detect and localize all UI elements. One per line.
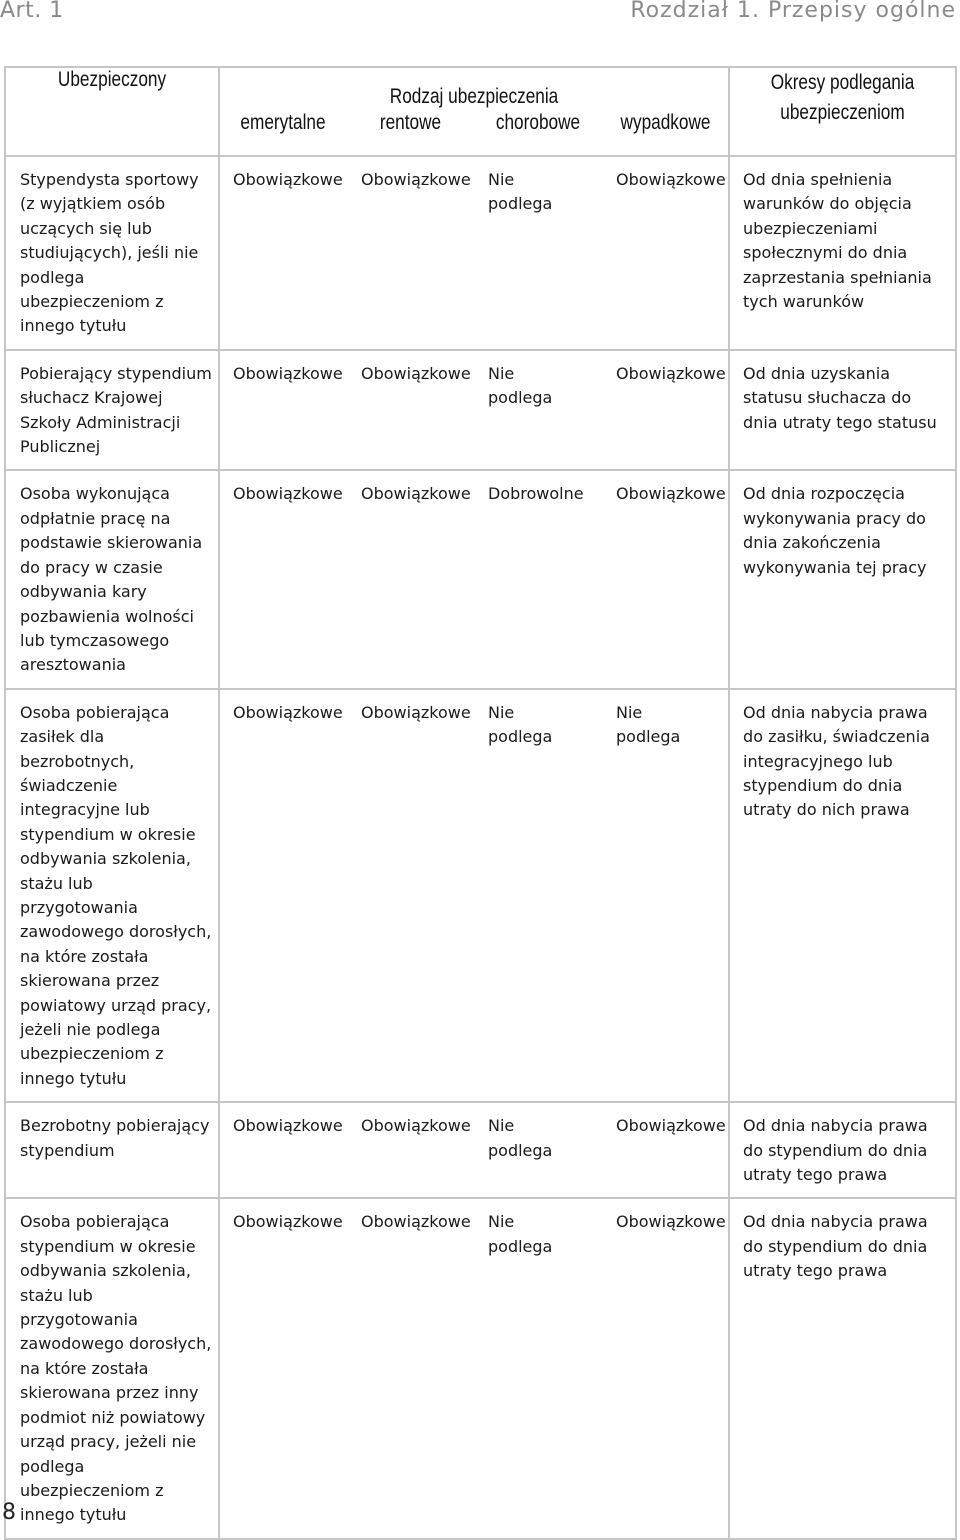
cell-wypadkowe: Obowiązkowe: [602, 1102, 729, 1198]
header-insurance-type: Rodzaj ubezpieczenia: [219, 67, 729, 111]
cell-emerytalne: Obowiązkowe: [219, 470, 347, 688]
cell-chorobowe: Nie podlega: [474, 156, 602, 350]
cell-wypadkowe: Nie podlega: [602, 689, 729, 1103]
cell-rentowe: Obowiązkowe: [347, 1102, 474, 1198]
cell-chorobowe: Dobrowolne: [474, 470, 602, 688]
cell-insured: Osoba pobierająca zasiłek dla bezrobotnych, świadczenie integracyjne lub stypendium w okresie odbywania szkolenia, stażu lub przygotowania zawodowego dorosłych, na które została skierowana przez powiatowy urząd pracy, jeżeli nie podlega ubezpieczeniom z innego tytułu: [5, 689, 219, 1103]
cell-rentowe: Obowiązkowe: [347, 470, 474, 688]
header-insured: Ubezpieczony: [5, 67, 219, 156]
cell-period: Od dnia nabycia prawa do zasiłku, świadczenia integracyjnego lub stypendium do dnia utraty do nich prawa: [729, 689, 956, 1103]
table-row: [5, 689, 956, 1103]
header-col-rentowe: rentowe: [347, 111, 474, 156]
cell-insured: Stypendysta sportowy (z wyjątkiem osób uczących się lub studiujących), jeśli nie podlega ubezpieczeniom z innego tytułu: [5, 156, 219, 350]
cell-wypadkowe: Obowiązkowe: [602, 470, 729, 688]
cell-emerytalne: Obowiązkowe: [219, 156, 347, 350]
cell-emerytalne: Obowiązkowe: [219, 689, 347, 1103]
page-header: [0, 0, 960, 30]
article-label: Art. 1: [0, 0, 64, 23]
cell-period: Od dnia rozpoczęcia wykonywania pracy do dnia zakończenia wykonywania tej pracy: [729, 470, 956, 688]
cell-insured: Pobierający stypendium słuchacz Krajowej Szkoły Administracji Publicznej: [5, 350, 219, 471]
insurance-table: [4, 66, 957, 1540]
cell-insured: Bezrobotny pobierający stypendium: [5, 1102, 219, 1198]
table-row: [5, 156, 956, 350]
cell-chorobowe: Nie podlega: [474, 1198, 602, 1538]
cell-emerytalne: Obowiązkowe: [219, 1198, 347, 1538]
cell-wypadkowe: Obowiązkowe: [602, 1198, 729, 1538]
header-col-emerytalne: emerytalne: [219, 111, 347, 156]
cell-rentowe: Obowiązkowe: [347, 156, 474, 350]
cell-rentowe: Obowiązkowe: [347, 350, 474, 471]
header-periods: Okresy podlegania ubezpieczeniom: [729, 67, 956, 156]
cell-wypadkowe: Obowiązkowe: [602, 156, 729, 350]
cell-period: Od dnia nabycia prawa do stypendium do dnia utraty tego prawa: [729, 1102, 956, 1198]
cell-chorobowe: Nie podlega: [474, 350, 602, 471]
cell-period: Od dnia nabycia prawa do stypendium do dnia utraty tego prawa: [729, 1198, 956, 1538]
header-col-wypadkowe: wypadkowe: [602, 111, 729, 156]
cell-emerytalne: Obowiązkowe: [219, 1102, 347, 1198]
cell-chorobowe: Nie podlega: [474, 1102, 602, 1198]
table-row: [5, 1198, 956, 1538]
header-col-chorobowe: chorobowe: [474, 111, 602, 156]
cell-rentowe: Obowiązkowe: [347, 1198, 474, 1538]
chapter-title: Rozdział 1. Przepisy ogólne: [630, 0, 956, 23]
table-row: [5, 470, 956, 688]
cell-wypadkowe: Obowiązkowe: [602, 350, 729, 471]
page-number: 8: [2, 1500, 16, 1525]
cell-insured: Osoba pobierająca stypendium w okresie odbywania szkolenia, stażu lub przygotowania zawodowego dorosłych, na które została skierowana przez inny podmiot niż powiatowy urząd pracy, jeżeli nie podlega ubezpieczeniom z innego tytułu: [5, 1198, 219, 1538]
table-row: [5, 350, 956, 471]
cell-emerytalne: Obowiązkowe: [219, 350, 347, 471]
cell-insured: Osoba wykonująca odpłatnie pracę na podstawie skierowania do pracy w czasie odbywania kary pozbawienia wolności lub tymczasowego aresztowania: [5, 470, 219, 688]
cell-period: Od dnia spełnienia warunków do objęcia ubezpieczeniami społecznymi do dnia zaprzestania spełniania tych warunków: [729, 156, 956, 350]
table-row: [5, 1102, 956, 1198]
cell-period: Od dnia uzyskania statusu słuchacza do dnia utraty tego statusu: [729, 350, 956, 471]
cell-chorobowe: Nie podlega: [474, 689, 602, 1103]
cell-rentowe: Obowiązkowe: [347, 689, 474, 1103]
